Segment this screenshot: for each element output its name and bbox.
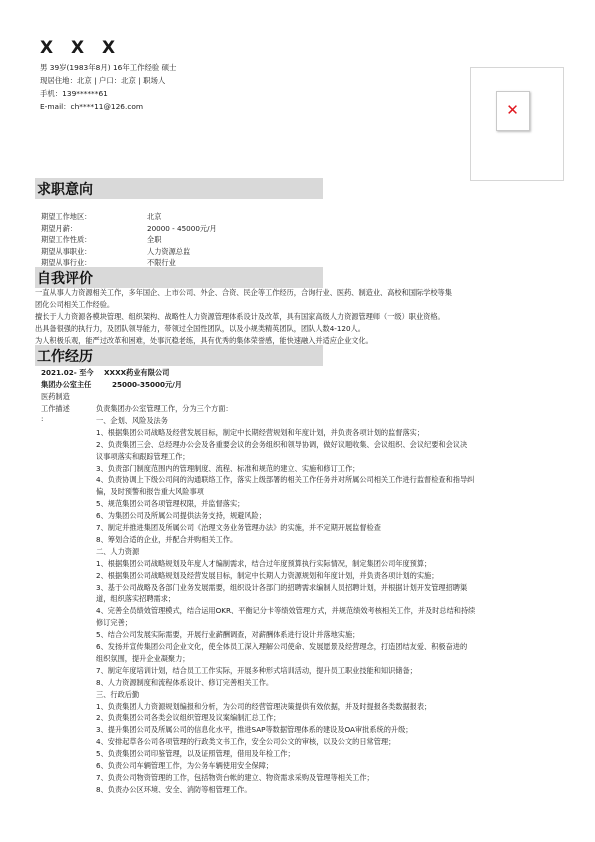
work-desc-line: 6、负责公司车辆管理工作，为公务车辆使用安全保障； bbox=[96, 761, 274, 770]
work-desc-line: 7、制定并推进集团及所属公司《治理文务业务管理办法》的实施，并不定期开展监督检查 bbox=[96, 523, 381, 532]
work-desc-line: 8、筹划合适的企业，并配合并购相关工作。 bbox=[96, 534, 238, 544]
work-desc-line: 2、根据集团公司战略规划及经营发展目标，制定中长期人力资源规划和年度计划，并负责各项计划的实施； bbox=[96, 570, 439, 580]
work-position: 集团办公室主任 bbox=[41, 380, 92, 389]
work-desc-line: 8、人力资源制度和流程体系设计、修订完善相关工作。 bbox=[96, 677, 274, 687]
self-eval-line: 团化公司相关工作经验。 bbox=[35, 300, 115, 309]
work-desc-line: 1、负责集团人力资源规划编报和分析，为公司的经营管理决策提供有效依据，并及时提报各类数据报表； bbox=[96, 701, 432, 711]
section-title: 自我评价 bbox=[37, 271, 93, 287]
section-title: 求职意向 bbox=[37, 182, 93, 198]
work-salary: 25000-35000元/月 bbox=[112, 380, 182, 389]
work-desc-line: 3、基于公司战略及各部门业务发展需要，组织设计各部门的招聘需求编制人员招聘计划，并根据计划开发管理招聘渠 bbox=[96, 582, 468, 592]
work-desc-colon: : bbox=[41, 414, 44, 423]
self-eval-line: 出具备很强的执行力，及团队领导能力，带领过全国性团队，以及小规类精英团队，团队人数4-120人。 bbox=[35, 324, 365, 333]
broken-image-icon: ✕ bbox=[496, 91, 530, 131]
intent-label: 期望从事职业： bbox=[41, 246, 92, 256]
work-desc-line: 7、负责公司物资管理的工作，包括物资台帐的建立、物资需求采购及管理等相关工作； bbox=[96, 772, 374, 782]
work-desc-line: 4、负责协调上下级公司间的沟通联络工作，落实上级部署的相关工作任务并对所属公司相关工作进行监督检查和指导纠 bbox=[96, 475, 475, 485]
intent-value: 全职 bbox=[147, 235, 162, 244]
work-desc-line: 2、负责集团公司各类会议组织管理及议案编制汇总工作； bbox=[96, 713, 281, 723]
work-period: 2021.02- 至今 bbox=[41, 368, 94, 377]
work-desc-line: 偏，及时预警和报告重大风险事项 bbox=[96, 487, 204, 497]
work-company: XXXX药业有限公司 bbox=[104, 368, 170, 377]
work-desc-line: 6、发扬并宣传集团公司企业文化，使全体员工深入理解公司使命、发展愿景及经营理念，打造团结友爱、积极奋进的 bbox=[96, 642, 468, 651]
work-desc-label: 工作描述 bbox=[41, 404, 70, 413]
work-desc-line: 3、负责部门制度范围内的管理制度、流程、标准和规范的建立、实施和修订工作； bbox=[96, 463, 360, 473]
self-eval-line: 为人积极乐观，能严过改革和困难，处事沉稳老练，具有优秀的集体荣誉感，能快速融入并适应企业文化。 bbox=[35, 336, 373, 345]
intent-value: 人力资源总监 bbox=[147, 246, 191, 256]
work-desc-line: 2、负责集团三会、总经理办公会及各重要会议的会务组织和领导协调，做好议题收集、会议组织、会议纪要和会议决 bbox=[96, 439, 468, 449]
section-job-intent bbox=[35, 178, 323, 199]
work-industry: 医药制造 bbox=[41, 392, 70, 401]
work-desc-line: 7、制定年度培训计划，结合员工工作实际，开展多种形式培训活动，提升员工职业技能和知识储备； bbox=[96, 665, 417, 675]
intent-label: 期望从事行业： bbox=[41, 258, 92, 267]
phone-line: 手机：139******61 bbox=[40, 89, 108, 98]
location-line: 现居住地：北京 | 户口：北京 | 职场人 bbox=[40, 76, 166, 85]
work-desc-line: 1、根据集团公司战略及经营发展目标，制定中长期经营规划和年度计划，并负责各项计划的监督落实； bbox=[96, 427, 425, 437]
section-work-exp bbox=[35, 345, 323, 366]
work-desc-line: 4、安排起草各公司各项管理的行政类文书工作，安全公司公文的审核，以及公文的日常管理； bbox=[96, 737, 396, 747]
work-desc-line: 3、提升集团公司及所属公司的信息化水平，推进SAP等数据管理体系的建设及OA审批系统的升级； bbox=[96, 725, 413, 735]
work-desc-line: 6、为集团公司及所属公司提供法务支持，规避风险； bbox=[96, 511, 266, 521]
intent-value: 20000 - 45000元/月 bbox=[147, 223, 217, 233]
email-line: E-mail：ch****11@126.com bbox=[40, 102, 144, 111]
work-desc-line: 5、规范集团公司各项管理权限，并监督落实； bbox=[96, 499, 245, 509]
section-self-eval bbox=[35, 267, 323, 288]
section-title: 工作经历 bbox=[37, 349, 93, 365]
candidate-name: X X X bbox=[40, 38, 122, 58]
work-desc-line: 组织氛围，提升企业凝聚力； bbox=[96, 653, 190, 663]
intent-value: 不限行业 bbox=[147, 258, 176, 267]
work-desc-line: 修订完善； bbox=[96, 618, 132, 628]
work-desc-line: 8、负责办公区环境、安全、消防等相管理工作。 bbox=[96, 784, 252, 794]
work-desc-line: 一、企划、风险及法务 bbox=[96, 415, 168, 425]
self-eval-line: 擅长于人力资源各模块管理、组织架构、战略性人力资源管理体系设计及改革，具有国家高级人力资源管理师（一级）职业资格。 bbox=[35, 312, 445, 321]
intent-label: 期望工作地区： bbox=[41, 212, 92, 221]
work-desc-line: 道，组织落实招聘需求； bbox=[96, 594, 176, 604]
work-desc-line: 三、行政后勤 bbox=[96, 689, 140, 699]
work-desc-line: 4、完善全员绩效管理模式，结合运用OKR、平衡记分卡等绩效管理方式，并规范绩效考核相关工作，并及时总结和持续 bbox=[96, 606, 476, 616]
intent-label: 期望月薪： bbox=[41, 223, 77, 233]
work-desc-line: 5、结合公司发展实际需要，开展行业薪酬调查，对薪酬体系进行设计并落地实施； bbox=[96, 630, 360, 640]
intent-value: 北京 bbox=[147, 212, 162, 221]
basic-info-line: 男 39岁(1983年8月) 16年工作经验 硕士 bbox=[40, 63, 177, 72]
intent-label: 期望工作性质： bbox=[41, 235, 92, 244]
work-desc-line: 5、负责集团公司印鉴管理，以及证照管理，借用及年检工作； bbox=[96, 749, 295, 759]
self-eval-line: 一直从事人力资源相关工作，多年国企、上市公司、外企、合资、民企等工作经历，合询行业、医药、制造业、高校和国际学校等集 bbox=[35, 288, 452, 297]
profile-photo bbox=[470, 67, 564, 181]
work-desc-line: 1、根据集团公司战略规划及年度人才编制需求，结合过年度预算执行实际情况，制定集团公司年度预算； bbox=[96, 558, 432, 568]
work-desc-line: 议事项落实和跟踪管理工作； bbox=[96, 451, 190, 461]
work-desc-line: 负责集团办公室管理工作，分为三个方面： bbox=[96, 404, 233, 413]
work-desc-line: 二、人力资源 bbox=[96, 546, 140, 556]
